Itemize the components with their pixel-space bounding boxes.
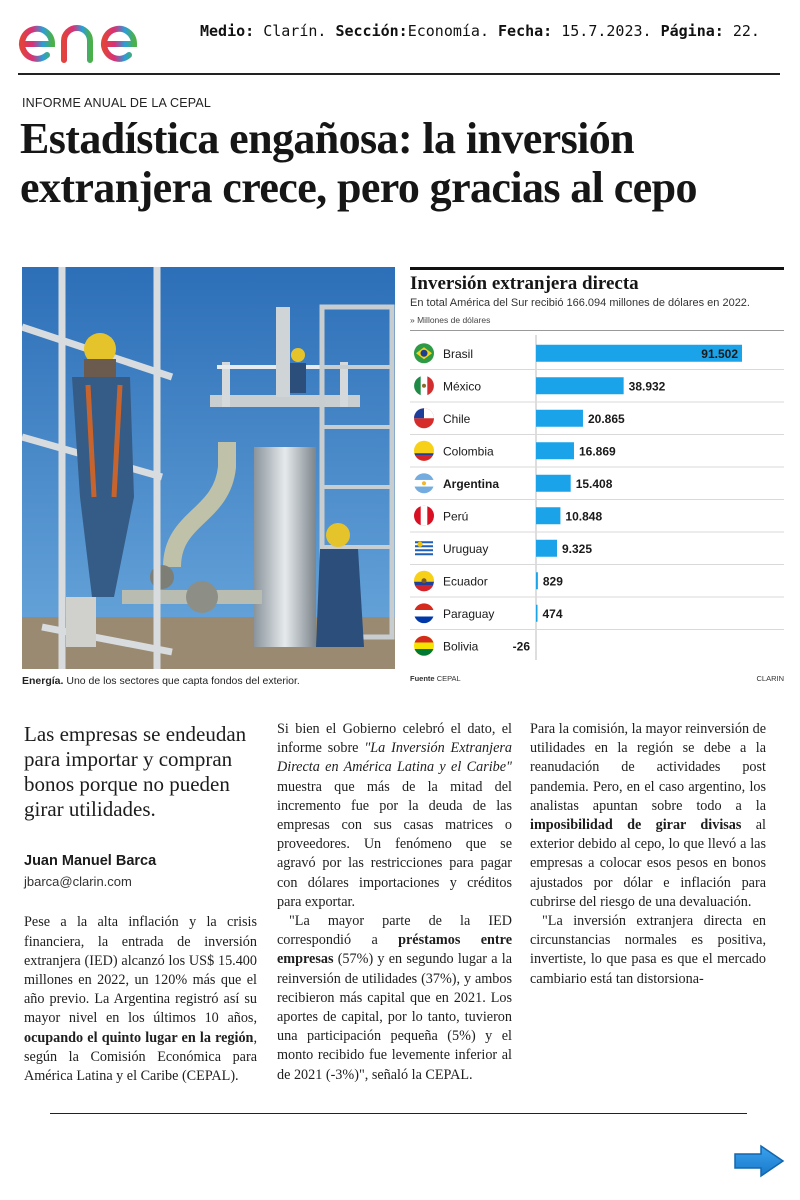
chart-plot [410,333,786,673]
paragraph-2-text-end: muestra que más de la mitad del incremento fue por la deuda de las empresas con sus casas matrices o proveedores. Un fenómeno que se agravó por las restricciones para pagar con dólares importaciones y créditos para exportar. [277,778,512,910]
article-column-1 [24,720,257,1086]
source-label: Fuente [410,674,435,683]
seccion-value: Economía. [407,22,489,40]
value-label: 38.932 [628,379,666,394]
caption-text: Uno de los sectores que capta fondos del exterior. [63,675,300,687]
paragraph-2-italic: "La Inversión Extranjera Directa en América Latina y el Caribe" [277,740,512,776]
paragraph-2 [277,720,512,912]
chart-row-bolivia [410,630,784,656]
flag-icon-brasil [414,343,434,363]
paragraph-4-bold: imposibilidad de girar divisas [530,817,742,834]
bar [536,475,571,492]
paragraph-4-text: Para la comisión, la mayor reinversión de utilidades en la región se debe a la reanudación de actividades post pandemia. Pero, en el caso argentino, los analistas apuntan sobre todo a la [530,721,766,814]
fdi-chart [410,267,786,687]
headline-line-2: extranjera crece, pero gracias al cepo [20,163,697,212]
chart-divider [410,330,784,331]
paragraph-3-bold: préstamos entre empresas [277,932,512,968]
bar [536,442,574,459]
value-label: 91.502 [701,346,738,361]
value-label: 20.865 [587,411,625,426]
category-label: Argentina [443,476,500,491]
paragraph-3-text-end: (57%) y en segundo lugar a la reinversión de utilidades (37%), y ambos recibieron más capital que en 2021. Los aportes de capital, por lo tanto, tuvieron una participación pequeña (5%) y el monto recibido fue levemente inferior al de 2021 (-3%)", señaló la CEPAL. [277,951,512,1083]
headline-line-1: Estadística engañosa: la inversión [20,114,634,163]
bar [536,605,538,622]
paragraph-1-text-end: , según la Comisión Económica para América Latina y el Caribe (CEPAL). [24,1029,257,1085]
bar [536,377,624,394]
article-bajada: Las empresas se endeudan para importar y compran bonos porque no pueden girar utilidades. [24,722,247,821]
media-metadata [200,22,760,40]
caption-bold: Energía. [22,675,64,687]
bar [536,507,560,524]
article-column-3 [530,720,766,989]
article-kicker: INFORME ANUAL DE LA CEPAL [22,96,212,110]
arrow-right-icon [733,1144,785,1178]
flag-icon-colombia [414,441,434,461]
paragraph-5 [530,912,766,989]
article-headline [20,114,790,212]
enel-logo [16,8,181,68]
chart-row-brasil [414,343,742,363]
flag-icon-uruguay [414,538,434,558]
category-label: México [443,379,482,394]
chart-row-ecuador [410,565,784,592]
photo-caption [22,675,300,687]
chart-row-paraguay [410,597,784,623]
paragraph-1 [24,913,257,1086]
author-name: Juan Manuel Barca [24,853,157,869]
flag-icon-chile [414,408,434,428]
chart-row-uruguay [410,532,784,558]
value-label: 10.848 [565,509,603,524]
category-label: Colombia [443,444,494,459]
bar [536,572,538,589]
fecha-value: 15.7.2023. [561,22,652,40]
header-divider [18,73,780,75]
pagina-label: Página: [660,22,724,40]
flag-icon-peru [414,506,434,526]
category-label: Ecuador [443,574,488,589]
flag-icon-paraguay [414,603,434,623]
paragraph-4 [530,720,766,912]
pagina-value: 22. [732,22,760,40]
paragraph-3 [277,912,512,1085]
value-label: 829 [542,574,563,589]
value-label: 474 [542,606,563,621]
fecha-label: Fecha: [498,22,553,40]
chart-row-argentina [410,467,784,493]
footer-divider [50,1113,747,1114]
value-label: 9.325 [561,541,593,556]
value-label: 15.408 [575,476,613,491]
paragraph-4-text-end: al exterior debido al cepo, lo que llevó a las empresas a colocar esos pesos en bonos ajustados por dólar e inflación para cubrirse del riesgo de una devaluación. [530,817,766,910]
paragraph-1-text: Pese a la alta inflación y la crisis financiera, la entrada de inversión extranjera (IED) alcanzó los US$ 15.400 millones en 2022, un 120% más que el año previo. La Argentina registró así su mayor nivel en los últimos 10 años, [24,914,257,1027]
article-column-2 [277,720,512,1085]
chart-row-peru [410,500,784,526]
chart-credit: CLARIN [756,674,784,683]
category-label: Bolivia [443,639,479,654]
author-email[interactable]: jbarca@clarin.com [24,874,132,890]
flag-icon-bolivia [414,636,434,656]
value-label: -26 [512,639,530,654]
chart-row-chile [410,402,784,428]
category-label: Brasil [443,346,474,361]
flag-icon-mexico [414,376,434,396]
category-label: Uruguay [443,541,489,556]
paragraph-2-text: Si bien el Gobierno celebró el dato, el informe sobre [277,721,512,757]
chart-unit: » Millones de dólares [410,315,491,325]
value-label: 16.869 [578,444,616,459]
paragraph-3-text: "La mayor parte de la IED correspondió a [277,913,512,949]
flag-icon-argentina [414,473,434,493]
source-value: CEPAL [436,674,461,683]
chart-subtitle: En total América del Sur recibió 166.094 millones de dólares en 2022. [410,297,750,309]
chart-title: Inversión extranjera directa [410,273,639,294]
paragraph-5-text: "La inversión extranjera directa en circunstancias normales es positiva, invertiste, lo que pasa es que el mercado cambiario está tan distorsiona- [530,913,766,987]
bar [536,540,557,557]
category-label: Chile [443,411,471,426]
category-label: Paraguay [443,606,495,621]
chart-row-mexico [410,370,784,396]
category-label: Perú [443,509,469,524]
seccion-label: Sección: [335,22,408,40]
medio-label: Medio: [200,22,255,40]
next-page-button[interactable] [733,1144,785,1178]
medio-value: Clarín. [263,22,327,40]
chart-row-colombia [410,435,784,461]
bar [536,410,583,427]
flag-icon-ecuador [414,571,434,592]
chart-top-rule [410,267,784,270]
paragraph-1-bold: ocupando el quinto lugar en la región [24,1029,254,1046]
chart-source [410,674,461,683]
energy-plant-photo [22,267,395,669]
